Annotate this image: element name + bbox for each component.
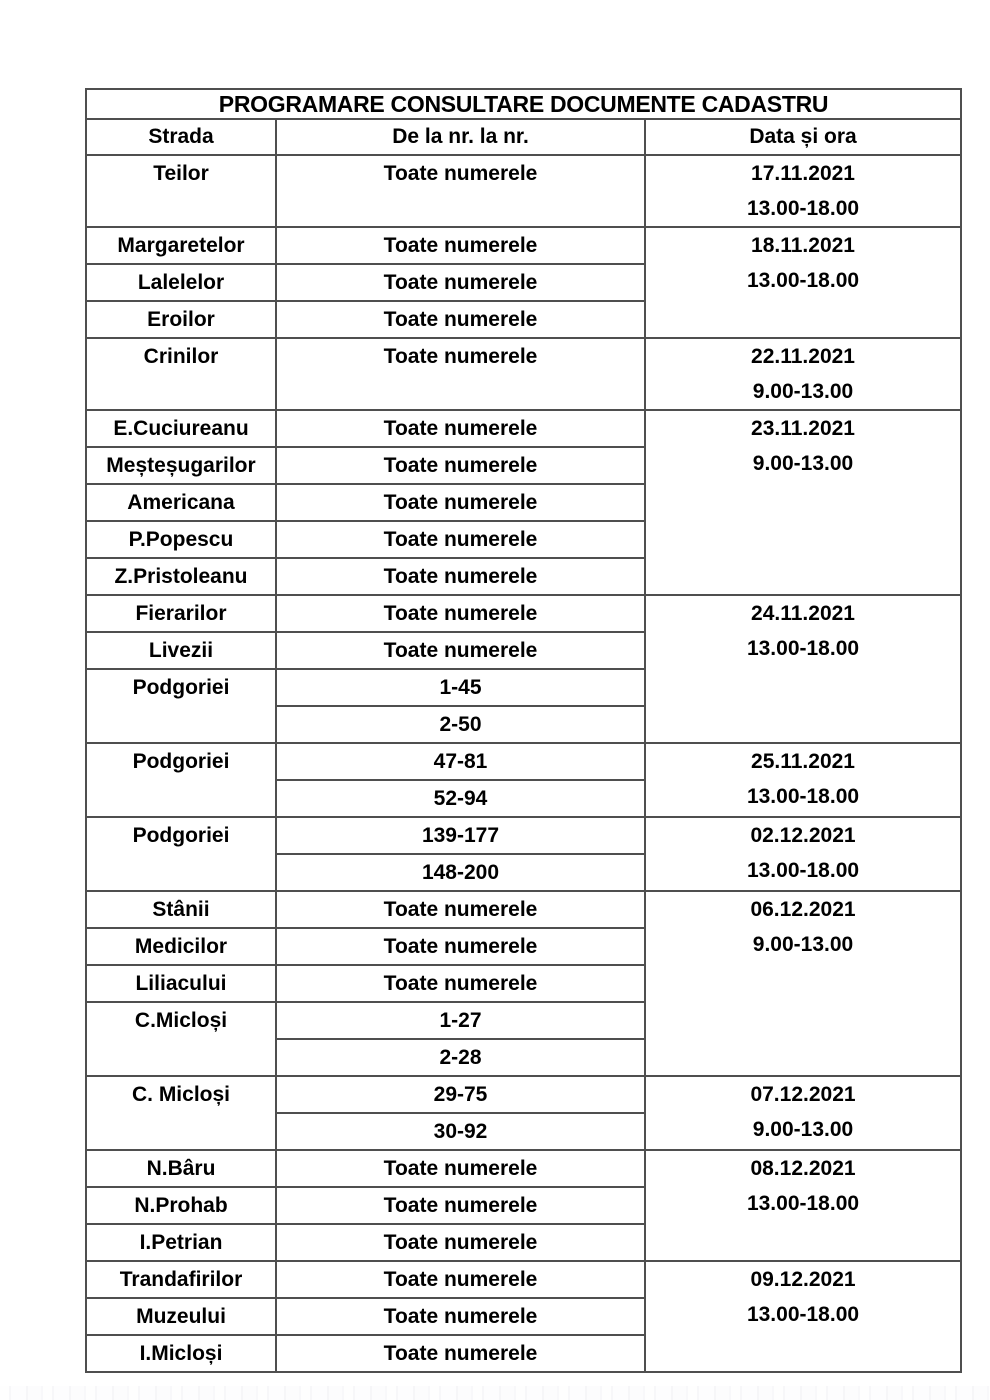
date-line: 02.12.2021	[750, 824, 856, 847]
numbers-cell: Toate numerele	[276, 484, 645, 521]
numbers-cell: 1-45	[276, 669, 645, 706]
cadastre-schedule-table	[85, 88, 962, 1373]
numbers-cell: 52-94	[276, 780, 645, 817]
numbers-cell: Toate numerele	[276, 521, 645, 558]
street-cell: Teilor	[86, 155, 276, 227]
date-cell	[645, 743, 961, 817]
street-cell: Trandafirilor	[86, 1261, 276, 1298]
numbers-cell: Toate numerele	[276, 1261, 645, 1298]
numbers-cell: Toate numerele	[276, 227, 645, 264]
table-row	[86, 1261, 961, 1298]
table-row	[86, 155, 961, 227]
street-cell: I.Petrian	[86, 1224, 276, 1261]
table-row	[86, 817, 961, 854]
street-cell: N.Prohab	[86, 1187, 276, 1224]
street-cell: I.Micloși	[86, 1335, 276, 1372]
street-cell: Stânii	[86, 891, 276, 928]
date-line: 17.11.2021	[751, 162, 855, 185]
numbers-cell: Toate numerele	[276, 928, 645, 965]
date-line: 9.00-13.00	[752, 452, 854, 475]
date-cell	[645, 595, 961, 743]
numbers-cell: 2-50	[276, 706, 645, 743]
street-cell: Lalelelor	[86, 264, 276, 301]
numbers-cell: Toate numerele	[276, 1150, 645, 1187]
date-line: 09.12.2021	[750, 1268, 856, 1291]
date-cell	[645, 155, 961, 227]
numbers-cell: Toate numerele	[276, 301, 645, 338]
date-line: 24.11.2021	[751, 602, 855, 625]
column-header-data-ora: Data și ora	[645, 119, 961, 155]
column-header-row	[86, 119, 961, 155]
date-cell	[645, 410, 961, 595]
street-cell: E.Cuciureanu	[86, 410, 276, 447]
street-cell: Livezii	[86, 632, 276, 669]
table-row	[86, 1150, 961, 1187]
numbers-cell: Toate numerele	[276, 155, 645, 227]
table-row	[86, 338, 961, 410]
date-line: 23.11.2021	[751, 417, 855, 440]
street-cell: Medicilor	[86, 928, 276, 965]
schedule-table-body	[86, 155, 961, 1372]
numbers-cell: Toate numerele	[276, 632, 645, 669]
street-cell: C.Micloși	[86, 1002, 276, 1076]
table-row	[86, 227, 961, 264]
street-cell: C. Micloși	[86, 1076, 276, 1150]
date-cell	[645, 891, 961, 1076]
numbers-cell: 47-81	[276, 743, 645, 780]
date-line: 25.11.2021	[751, 750, 855, 773]
date-line: 13.00-18.00	[746, 637, 860, 660]
date-line: 18.11.2021	[751, 234, 855, 257]
street-cell: Fierarilor	[86, 595, 276, 632]
date-line: 13.00-18.00	[746, 197, 860, 220]
numbers-cell: 1-27	[276, 1002, 645, 1039]
date-line: 13.00-18.00	[746, 269, 860, 292]
date-cell	[645, 1150, 961, 1261]
numbers-cell: Toate numerele	[276, 965, 645, 1002]
date-cell	[645, 1261, 961, 1372]
numbers-cell: 139-177	[276, 817, 645, 854]
date-line: 9.00-13.00	[752, 380, 854, 403]
date-line: 06.12.2021	[750, 898, 856, 921]
street-cell: N.Bâru	[86, 1150, 276, 1187]
date-line: 9.00-13.00	[752, 933, 854, 956]
street-cell: Podgoriei	[86, 817, 276, 891]
street-cell: Podgoriei	[86, 669, 276, 743]
numbers-cell: Toate numerele	[276, 447, 645, 484]
date-line: 07.12.2021	[750, 1083, 856, 1106]
numbers-cell: Toate numerele	[276, 558, 645, 595]
date-line: 13.00-18.00	[746, 785, 860, 808]
table-row	[86, 1076, 961, 1113]
date-line: 13.00-18.00	[746, 1303, 860, 1326]
street-cell: Liliacului	[86, 965, 276, 1002]
date-line: 22.11.2021	[751, 345, 855, 368]
table-row	[86, 410, 961, 447]
date-cell	[645, 817, 961, 891]
street-cell: Margaretelor	[86, 227, 276, 264]
date-line: 08.12.2021	[750, 1157, 856, 1180]
table-row	[86, 891, 961, 928]
numbers-cell: Toate numerele	[276, 1298, 645, 1335]
date-cell	[645, 1076, 961, 1150]
table-title: PROGRAMARE CONSULTARE DOCUMENTE CADASTRU	[86, 89, 961, 119]
numbers-cell: Toate numerele	[276, 1187, 645, 1224]
numbers-cell: Toate numerele	[276, 1224, 645, 1261]
street-cell: Muzeului	[86, 1298, 276, 1335]
numbers-cell: Toate numerele	[276, 595, 645, 632]
numbers-cell: Toate numerele	[276, 410, 645, 447]
numbers-cell: 2-28	[276, 1039, 645, 1076]
date-cell	[645, 227, 961, 338]
street-cell: Meșteșugarilor	[86, 447, 276, 484]
street-cell: Podgoriei	[86, 743, 276, 817]
title-row	[86, 89, 961, 119]
numbers-cell: Toate numerele	[276, 1335, 645, 1372]
date-line: 13.00-18.00	[746, 1192, 860, 1215]
numbers-cell: Toate numerele	[276, 338, 645, 410]
street-cell: P.Popescu	[86, 521, 276, 558]
street-cell: Crinilor	[86, 338, 276, 410]
street-cell: Eroilor	[86, 301, 276, 338]
column-header-interval: De la nr. la nr.	[276, 119, 645, 155]
date-line: 13.00-18.00	[746, 859, 860, 882]
street-cell: Z.Pristoleanu	[86, 558, 276, 595]
table-row	[86, 595, 961, 632]
numbers-cell: 148-200	[276, 854, 645, 891]
column-header-strada: Strada	[86, 119, 276, 155]
table-row	[86, 743, 961, 780]
numbers-cell: Toate numerele	[276, 891, 645, 928]
numbers-cell: Toate numerele	[276, 264, 645, 301]
street-cell: Americana	[86, 484, 276, 521]
numbers-cell: 30-92	[276, 1113, 645, 1150]
date-line: 9.00-13.00	[752, 1118, 854, 1141]
numbers-cell: 29-75	[276, 1076, 645, 1113]
scan-artifact-strip	[0, 1386, 990, 1400]
date-cell	[645, 338, 961, 410]
